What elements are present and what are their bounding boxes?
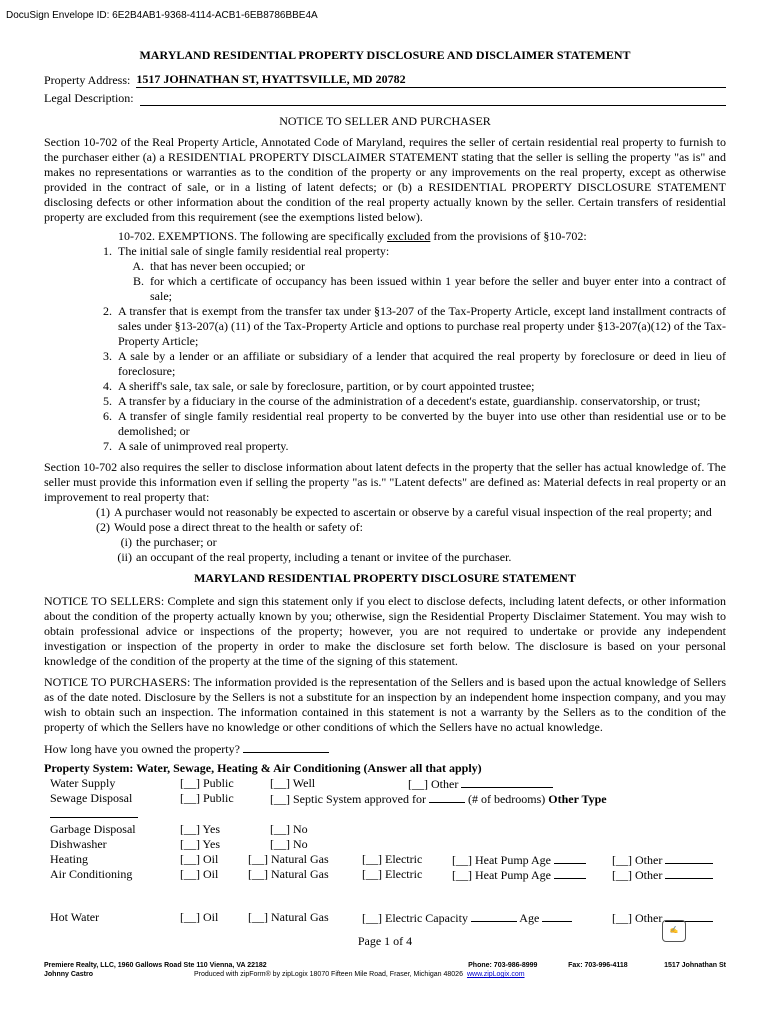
exemption-number: A. [132, 259, 144, 273]
exemptions-intro-underlined: excluded [387, 229, 431, 243]
latent-item [44, 550, 726, 565]
latent-number: (2) [96, 520, 110, 534]
heating-heatpump-checkbox[interactable] [452, 852, 586, 868]
exemption-number: 5. [103, 394, 112, 408]
exemption-number: 1. [103, 244, 112, 258]
water-supply-label: Water Supply [50, 776, 116, 790]
document-page [44, 44, 726, 886]
heating-other-label: [__] Other [612, 853, 663, 867]
footer-phone: Phone: 703-986-8999 [468, 962, 538, 969]
ac-gas-checkbox[interactable]: [__] Natural Gas [248, 867, 329, 881]
initials-stamp-icon [662, 920, 686, 942]
footer-company: Premiere Realty, LLC, 1960 Gallows Road Ste 110 Vienna, VA 22182 [44, 962, 267, 969]
exemptions-intro [44, 229, 726, 244]
bedrooms-label: (# of bedrooms) [467, 792, 546, 806]
ownership-duration-field[interactable] [243, 741, 329, 753]
exemption-item [44, 394, 726, 409]
septic-label: [__] Septic System approved for [270, 792, 426, 806]
document-title: MARYLAND RESIDENTIAL PROPERTY DISCLOSURE AND DISCLAIMER STATEMENT [139, 48, 631, 62]
latent-item [44, 505, 726, 520]
hot-water-electric-checkbox[interactable] [362, 910, 572, 926]
section-paragraph-2: Section 10-702 also requires the seller to disclose information about latent defects in the property that the seller has actual knowledge of. The seller must provide this information even if selling the property "as is." "Latent defects" are defined as: Material defects in real property or an improvement to real property that: [44, 460, 726, 504]
heating-other-field[interactable] [665, 852, 713, 864]
other-type-field[interactable] [50, 806, 138, 818]
footer-address: 1517 Johnathan St [664, 962, 726, 969]
exemption-item [44, 379, 726, 394]
property-address-label: Property Address: [44, 73, 131, 87]
ac-heatpump-age-field[interactable] [554, 867, 586, 879]
footer [44, 962, 726, 978]
property-system-heading: Property System: Water, Sewage, Heating & Air Conditioning (Answer all that apply) [44, 761, 482, 775]
exemption-text: A sale of unimproved real property. [118, 439, 289, 453]
ac-other-field[interactable] [665, 867, 713, 879]
exemption-number: 6. [103, 409, 112, 423]
legal-description-row [44, 90, 726, 106]
latent-text: A purchaser would not reasonably be expected to ascertain or observe by a careful visual inspection of the real property; and [114, 505, 712, 519]
electric-capacity-field[interactable] [471, 910, 517, 922]
section-paragraph-1: Section 10-702 of the Real Property Article, Annotated Code of Maryland, requires the seller of certain residential real property to furnish to the purchaser either (a) a RESIDENTIAL PROPERTY DISCLAIMER STATEMENT stating that the seller is selling the property "as is" and makes no representations or warranties as to the condition of the property or any improvements on the real property, except as otherwise provided in the contract of sale, or in a listing of latent defects; or (b) a RESIDENTIAL PROPERTY DISCLOSURE STATEMENT disclosing defects or other information about the condition of the real property actually known by the seller. Certain transfers of residential property are excluded from this requirement (see the exemptions listed below). [44, 135, 726, 224]
garbage-disposal-label: Garbage Disposal [50, 822, 136, 836]
exemptions-intro-b: from the provisions of §10-702: [430, 229, 587, 243]
hot-water-label: Hot Water [50, 910, 100, 924]
footer-produced: Produced with zipForm® by zipLogix 18070 Fifteen Mile Road, Fraser, Michigan 48026 [194, 971, 463, 978]
footer-fax: Fax: 703-996-4118 [568, 962, 628, 969]
latent-text: the purchaser; or [136, 535, 217, 549]
hot-water-row [44, 910, 726, 926]
property-system-grid [44, 776, 726, 886]
garbage-no-checkbox[interactable]: [__] No [270, 822, 308, 836]
how-long-label: How long have you owned the property? [44, 742, 240, 756]
exemption-text: A sheriff's sale, tax sale, or sale by foreclosure, partition, or by court appointed trustee; [118, 379, 535, 393]
heating-label: Heating [50, 852, 88, 866]
exemption-item [44, 259, 726, 274]
hot-water-age-field[interactable] [542, 910, 572, 922]
septic-checkbox[interactable] [270, 791, 607, 807]
notice-to-purchasers: NOTICE TO PURCHASERS: The information provided is the representation of the Sellers and is based upon the actual knowledge of Sellers as of the date noted. Disclosure by the Sellers is not a substitute for an inspection by an independent home inspection company, and you may wish to obtain such an inspection. The information contained in this statement is not a warranty by the Sellers as to the condition of the property of which the Sellers have no knowledge or other conditions of which the Sellers have no actual knowledge. [44, 675, 726, 734]
sewage-public-checkbox[interactable]: [__] Public [180, 791, 234, 805]
notice-to-sellers: NOTICE TO SELLERS: Complete and sign this statement only if you elect to disclose defects, including latent defects, or other information about the condition of the property actually known by you; otherwise, sign the Residential Property Disclaimer Statement. You may wish to obtain professional advice or inspections of the property; however, you are not required to undertake or provide any independent investigation or inspection of the property in order to make the disclosure set forth below. The disclosure is based on your personal knowledge of the condition of the property at the time of the signing of this statement. [44, 594, 726, 668]
ac-other-label: [__] Other [612, 868, 663, 882]
water-other-field[interactable] [461, 776, 553, 788]
stamp-glyph: ✍ [669, 926, 679, 934]
exemptions-intro-a: 10-702. EXEMPTIONS. The following are specifically [118, 229, 388, 243]
heating-oil-checkbox[interactable]: [__] Oil [180, 852, 219, 866]
property-address-row [44, 71, 726, 88]
latent-text: Would pose a direct threat to the health or safety of: [114, 520, 363, 534]
property-address-field[interactable]: 1517 JOHNATHAN ST, HYATTSVILLE, MD 20782 [136, 71, 726, 88]
legal-description-label: Legal Description: [44, 91, 134, 105]
garbage-yes-checkbox[interactable]: [__] Yes [180, 822, 221, 836]
latent-number: (1) [96, 505, 110, 519]
exemption-text: A transfer by a fiduciary in the course of the administration of a decedent's estate, guardianship. conservatorship, or trust; [118, 394, 701, 408]
dishwasher-label: Dishwasher [50, 837, 107, 851]
exemption-text: A transfer of single family residential real property to be converted by the buyer into use other than residential use or to be demolished; or [118, 409, 726, 438]
ac-heatpump-checkbox[interactable] [452, 867, 586, 883]
exemption-text: A sale by a lender or an affiliate or subsidiary of a lender that acquired the real property by foreclosure or deed in lieu of foreclosure; [118, 349, 726, 378]
other-type-label: Other Type [548, 792, 607, 806]
footer-agent: Johnny Castro [44, 971, 94, 978]
water-well-checkbox[interactable]: [__] Well [270, 776, 316, 790]
exemption-text: that has never been occupied; or [150, 259, 305, 273]
latent-number: (i) [120, 535, 132, 549]
latent-item [44, 535, 726, 550]
hot-water-oil-checkbox[interactable]: [__] Oil [180, 910, 219, 924]
exemption-text: for which a certificate of occupancy has been issued within 1 year before the seller and buyer enter into a contract of sale; [150, 274, 726, 303]
electric-capacity-label: [__] Electric Capacity [362, 911, 468, 925]
exemption-number: 7. [103, 439, 112, 453]
ownership-question [44, 741, 726, 757]
page-number: Page 1 of 4 [357, 934, 413, 948]
heatpump-age-label: [__] Heat Pump Age [452, 853, 551, 867]
air-conditioning-label: Air Conditioning [50, 867, 133, 881]
exemption-item [44, 409, 726, 439]
dishwasher-yes-checkbox[interactable]: [__] Yes [180, 837, 221, 851]
sewage-disposal-label: Sewage Disposal [50, 791, 133, 805]
ac-oil-checkbox[interactable]: [__] Oil [180, 867, 219, 881]
disclosure-heading: MARYLAND RESIDENTIAL PROPERTY DISCLOSURE STATEMENT [194, 571, 576, 585]
ac-other-checkbox[interactable] [612, 867, 713, 883]
exemption-item [44, 349, 726, 379]
exemptions-list [44, 229, 726, 454]
heating-other-checkbox[interactable] [612, 852, 713, 868]
latent-item [44, 520, 726, 535]
footer-link[interactable]: www.zipLogix.com [466, 971, 525, 978]
hot-water-gas-checkbox[interactable]: [__] Natural Gas [248, 910, 329, 924]
heating-electric-checkbox[interactable]: [__] Electric [362, 852, 423, 866]
exemption-number: 4. [103, 379, 112, 393]
ac-heatpump-age-label: [__] Heat Pump Age [452, 868, 551, 882]
heating-gas-checkbox[interactable]: [__] Natural Gas [248, 852, 329, 866]
water-other-checkbox[interactable] [408, 776, 553, 792]
exemption-number: 2. [103, 304, 112, 318]
latent-defects-list [44, 505, 726, 565]
exemption-number: B. [132, 274, 144, 288]
exemption-item [44, 304, 726, 349]
envelope-id: DocuSign Envelope ID: 6E2B4AB1-9368-4114-ACB1-6EB8786BBE4A [6, 10, 318, 21]
water-public-checkbox[interactable]: [__] Public [180, 776, 234, 790]
legal-description-field[interactable] [140, 91, 726, 106]
exemption-number: 3. [103, 349, 112, 363]
exemption-text: A transfer that is exempt from the transfer tax under §13-207 of the Tax-Property Article, except land installment contracts of sales under §13-207(a) (11) of the Tax-Property Article and options to purchase real property under §13-207(a)(12) of the Tax-Property Article; [118, 304, 726, 348]
bedrooms-field[interactable] [429, 791, 465, 803]
hot-water-other-label: [__] Other [612, 911, 663, 925]
notice-heading: NOTICE TO SELLER AND PURCHASER [279, 114, 491, 128]
dishwasher-no-checkbox[interactable]: [__] No [270, 837, 308, 851]
exemption-item [44, 439, 726, 454]
exemption-item [44, 244, 726, 259]
exemption-item [44, 274, 726, 304]
exemption-text: The initial sale of single family residential real property: [118, 244, 390, 258]
heatpump-age-field[interactable] [554, 852, 586, 864]
water-other-label: [__] Other [408, 777, 459, 791]
ac-electric-checkbox[interactable]: [__] Electric [362, 867, 423, 881]
latent-number: (ii) [117, 550, 132, 564]
hot-water-age-label: Age [519, 911, 540, 925]
latent-text: an occupant of the real property, including a tenant or invitee of the purchaser. [136, 550, 512, 564]
